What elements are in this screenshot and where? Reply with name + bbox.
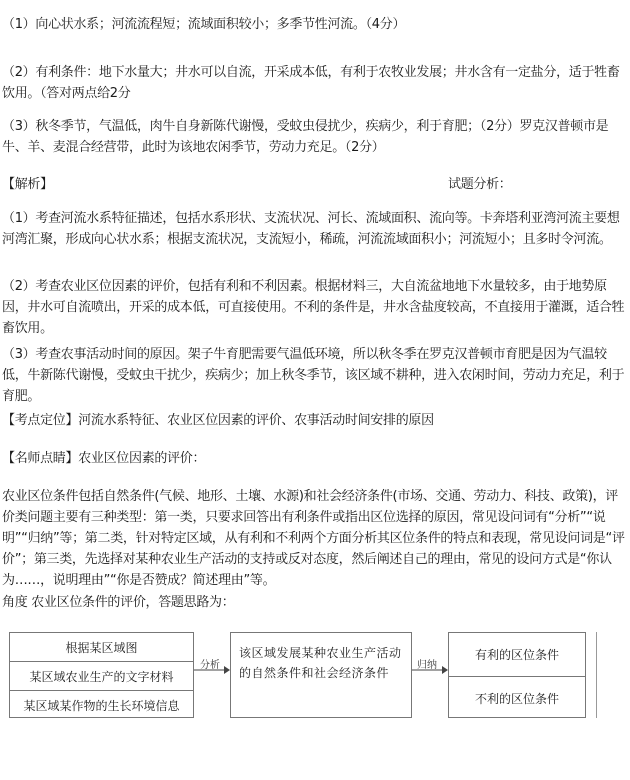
flowchart-input: 根据某区域图 (65, 640, 138, 655)
analysis-2: （2）考查农业区位因素的评价，包括有利和不利因素。根据材料三，大自流盆地地下水量较多，由于地势原因，井水可自流喷出，开采的成本低，可直接使用。不利的条件是，井水含盐度较高，不直接用于灌溉，适合牲畜饮用。 (2, 279, 625, 336)
flowchart-output: 有利的区位条件 (474, 648, 559, 662)
mingshi-line: 【名师点睛】农业区位因素的评价： (2, 451, 206, 466)
flowchart-inputs-box (9, 632, 194, 718)
answer-3: （3）秋冬季节，气温低，肉牛自身新陈代谢慢，受蚊虫侵扰少，疾病少，利于育肥；（2分）罗克汉普顿市是牛、羊、麦混合经营带，此时为该地农闲季节，劳动力充足。（2分） (2, 119, 609, 155)
arrow-summarize-label: 归纳 (417, 660, 437, 671)
flowchart-input: 某区域某作物的生长环境信息 (10, 690, 193, 719)
analysis-1: （1）考查河流水系特征描述，包括水系形状、支流状况、河长、流域面积、流向等。卡奔塔利亚湾河流主要想河湾汇聚，形成向心状水系；根据支流状况，支流短小，稀疏，河流流域面积小；河流短小；且多时令河流。 (2, 211, 620, 247)
analysis-header-left: 【解析】 (2, 177, 53, 192)
analysis-3: （3）考查农事活动时间的原因。架子牛育肥需要气温低环境，所以秋冬季在罗克汉普顿市育肥是因为气温较低，牛新陈代谢慢，受蚊虫干扰少，疾病少；加上秋冬季节，该区域不耕种，进入农闲时间，劳动力充足，利于育肥。 (2, 347, 625, 404)
answer-1: （1）向心状水系；河流流程短；流域面积较小；多季节性河流。（4分） (2, 17, 406, 32)
explanation-paragraph: 农业区位条件包括自然条件(气候、地形、土壤、水源)和社会经济条件(市场、交通、劳动力、科技、政策)，评价类问题主要有三种类型：第一类，只要求回答出有利条件或指出区位选择的原因，常见设问词有“分析”“说明”“归纳”等；第二类，针对特定区域，从有利和不利两个方面分析其区位条件的特点和表现，常见设问词是“评价”；第三类，先选择对某种农业生产活动的支持或反对态度，然后阐述自己的理由，常见的设问方式是“你认为……，说明理由”“你是否赞成？简述理由”等。 (2, 489, 625, 588)
analysis-header-right: 试题分析： (448, 177, 512, 192)
flowchart-input: 某区域农业生产的文字材料 (10, 661, 193, 690)
approach-line: 角度 农业区位条件的评价，答题思路为： (2, 595, 235, 610)
answer-2: （2）有利条件：地下水量大；井水可以自流，开采成本低，有利于农牧业发展；井水含有一定盐分，适于牲畜饮用。（答对两点给2分 (2, 65, 620, 101)
flowchart-outputs-box (448, 632, 586, 718)
kaodian-line: 【考点定位】河流水系特征、农业区位因素的评价、农事活动时间安排的原因 (2, 413, 434, 428)
flowchart-border (596, 632, 597, 718)
arrow-analyze-label: 分析 (200, 660, 220, 671)
flowchart-middle-box: 该区域发展某种农业生产活动的自然条件和社会经济条件 (230, 632, 412, 718)
flowchart (0, 628, 630, 728)
flowchart-output: 不利的区位条件 (449, 676, 585, 719)
